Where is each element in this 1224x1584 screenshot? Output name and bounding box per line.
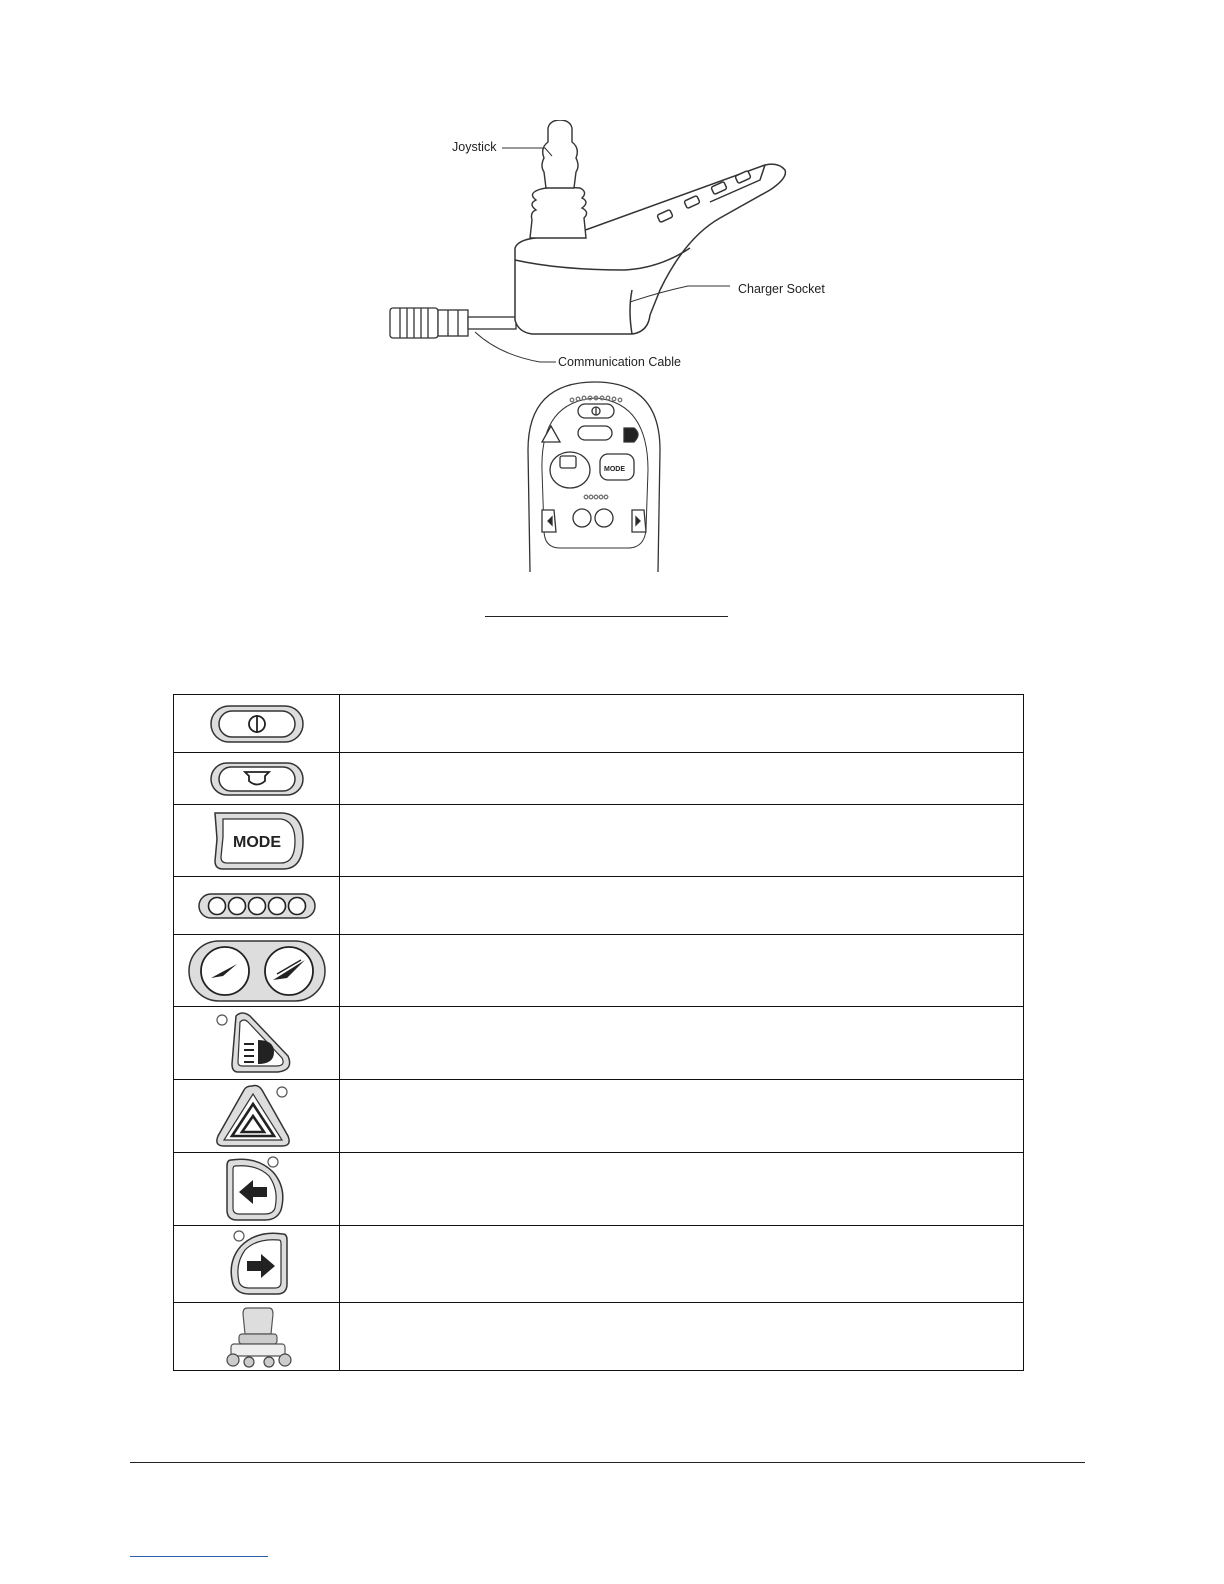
table-row-description [340, 1226, 1024, 1303]
table-row [174, 805, 1024, 877]
table-row [174, 753, 1024, 805]
table-row-description [340, 753, 1024, 805]
table-row [174, 695, 1024, 753]
joystick-drawing [530, 120, 587, 238]
lights-button-icon [174, 1010, 339, 1076]
footer-rule [130, 1462, 1085, 1463]
wheelchair-seat-actuator-icon [174, 1304, 339, 1370]
callout-charger-socket: Charger Socket [738, 282, 825, 296]
speed-indicator-leds-icon [174, 891, 339, 921]
cable-connector-drawing [390, 308, 516, 338]
callout-communication-cable: Communication Cable [558, 355, 681, 369]
power-button-icon [174, 703, 339, 745]
table-row [174, 1080, 1024, 1153]
table-row [174, 935, 1024, 1007]
table-row-description [340, 1303, 1024, 1371]
hazard-button-icon [174, 1082, 339, 1150]
table-row-description [340, 1007, 1024, 1080]
table-row-description [340, 805, 1024, 877]
keypad-legend-table [173, 694, 1024, 1371]
table-row [174, 1303, 1024, 1371]
keypad-drawing [528, 382, 660, 572]
footer-link-underline[interactable] [130, 1556, 268, 1557]
speed-decrease-increase-buttons-icon [174, 938, 339, 1004]
figure-caption-rule [485, 616, 728, 617]
mode-button-icon [174, 809, 339, 873]
table-row [174, 877, 1024, 935]
right-indicator-button-icon [174, 1228, 339, 1300]
table-row [174, 1007, 1024, 1080]
table-row [174, 1226, 1024, 1303]
keypad-mode-label: MODE [604, 466, 625, 473]
table-row-description [340, 695, 1024, 753]
table-row-description [340, 935, 1024, 1007]
controller-figure [360, 120, 880, 590]
table-row-description [340, 1153, 1024, 1226]
mode-button-label: MODE [232, 833, 281, 851]
table-row-description [340, 877, 1024, 935]
callout-joystick: Joystick [452, 140, 497, 154]
left-indicator-button-icon [174, 1154, 339, 1224]
table-row-description [340, 1080, 1024, 1153]
table-row [174, 1153, 1024, 1226]
horn-button-icon [174, 761, 339, 797]
